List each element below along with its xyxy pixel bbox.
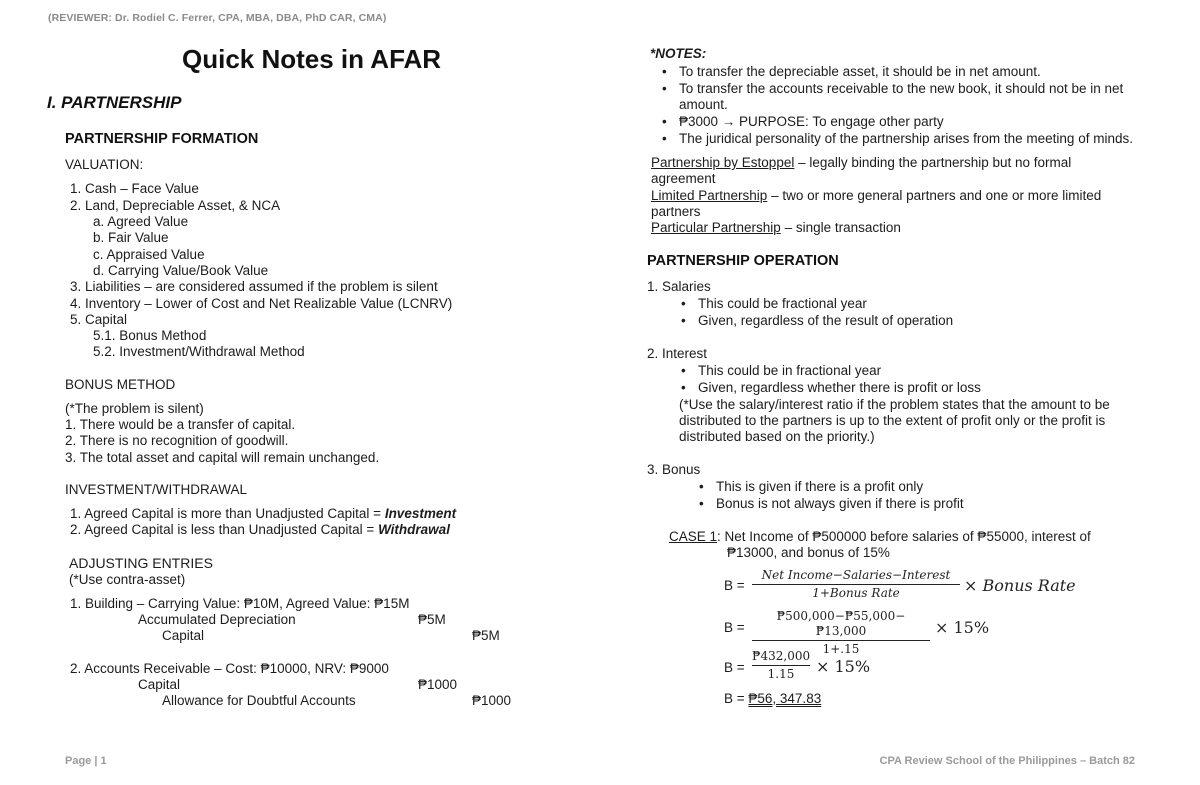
adjusting-entries-heading: ADJUSTING ENTRIES — [69, 555, 213, 571]
limited-term: Limited Partnership — [651, 188, 768, 203]
reviewer-header: (REVIEWER: Dr. Rodiel C. Ferrer, CPA, MBA, DBA, PhD CAR, CMA) — [48, 12, 387, 24]
interest-bullet: • This could be in fractional year — [698, 363, 881, 380]
limited-definition — [651, 188, 1101, 205]
bonus-method-line: 1. There would be a transfer of capital. — [65, 417, 296, 432]
particular-text: – single transaction — [780, 220, 901, 235]
interest-note: distributed to the partners is up to the extent of profit only or the profit is — [679, 413, 1106, 428]
footer-school: CPA Review School of the Philippines – Batch 82 — [879, 755, 1135, 767]
bonus-bullet: • Bonus is not always given if there is profit — [716, 496, 964, 513]
notes-bullet: • To transfer the accounts receivable to the new book, it should not be in net — [679, 81, 1123, 98]
formula-2-denominator: 1+.15 — [822, 642, 860, 656]
interest-item: 2. Interest — [647, 346, 708, 361]
adjusting-entries-note: (*Use contra-asset) — [69, 572, 186, 587]
estoppel-text: – legally binding the partnership but no formal — [794, 155, 1072, 170]
entry-2-credit-account: Allowance for Doubtful Accounts — [162, 693, 356, 708]
valuation-item: 3. Liabilities – are considered assumed if the problem is silent — [70, 279, 438, 294]
page-number: Page | 1 — [65, 755, 107, 767]
formula-3-tail: × 15% — [816, 657, 871, 676]
formula-2-numerator: ₱500,000−₱55,000−₱13,000 — [776, 609, 906, 638]
particular-definition — [651, 220, 901, 237]
case-1 — [669, 529, 1091, 546]
investment-term: Investment — [384, 506, 457, 521]
notes-bullet: • ₱3000 → PURPOSE: To engage other party — [679, 114, 944, 131]
withdrawal-rule-text: 2. Agreed Capital is less than Unadjusted Capital = — [70, 522, 379, 537]
bonus-result-value: ₱56, 347.83 — [748, 691, 822, 706]
withdrawal-term: Withdrawal — [378, 522, 450, 537]
formula-3-b-eq: B = — [724, 660, 745, 675]
bonus-item: 3. Bonus — [647, 462, 701, 477]
operation-heading: PARTNERSHIP OPERATION — [647, 253, 839, 269]
formula-3-denominator: 1.15 — [767, 667, 795, 681]
salaries-bullet: • Given, regardless of the result of operation — [698, 313, 953, 330]
bonus-method-line: 3. The total asset and capital will remain unchanged. — [65, 450, 380, 465]
entry-1-debit-account: Accumulated Depreciation — [138, 612, 296, 627]
notes-bullet: • The juridical personality of the partnership arises from the meeting of minds. — [679, 131, 1133, 148]
valuation-subitem: a. Agreed Value — [93, 214, 189, 229]
bonus-bullet: • This is given if there is a profit only — [716, 479, 923, 496]
entry-1-debit-amount: ₱5M — [418, 612, 446, 627]
estoppel-term: Partnership by Estoppel — [651, 155, 795, 170]
formula-3-numerator: ₱432,000 — [752, 649, 811, 663]
case-1-label: CASE 1 — [669, 529, 718, 544]
bonus-method-heading: BONUS METHOD — [65, 377, 176, 392]
valuation-item: 4. Inventory – Lower of Cost and Net Realizable Value (LCNRV) — [70, 296, 453, 311]
particular-term: Particular Partnership — [651, 220, 781, 235]
entry-1-title: 1. Building – Carrying Value: ₱10M, Agreed Value: ₱15M — [70, 596, 410, 611]
case-1-text: : Net Income of ₱500000 before salaries of ₱55000, interest of — [717, 529, 1091, 544]
section-heading: I. PARTNERSHIP — [47, 93, 182, 112]
investment-rule — [70, 506, 456, 523]
notes-bullet: • To transfer the depreciable asset, it should be in net amount. — [679, 64, 1041, 81]
valuation-subitem: c. Appraised Value — [93, 247, 205, 262]
formula-2-b-eq: B = — [724, 620, 745, 635]
estoppel-definition — [651, 155, 1071, 172]
estoppel-continuation: agreement — [651, 171, 716, 186]
investment-withdrawal-heading: INVESTMENT/WITHDRAWAL — [65, 482, 247, 497]
bonus-method-line: 2. There is no recognition of goodwill. — [65, 433, 289, 448]
bonus-method-line: (*The problem is silent) — [65, 401, 204, 416]
formula-1-denominator: 1+Bonus Rate — [812, 586, 900, 600]
valuation-item: 2. Land, Depreciable Asset, & NCA — [70, 198, 281, 213]
limited-text: – two or more general partners and one or more limited — [767, 188, 1102, 203]
interest-note: distributed based on the priority.) — [679, 429, 875, 444]
withdrawal-rule — [70, 522, 450, 539]
valuation-subitem: 5.1. Bonus Method — [93, 328, 207, 343]
interest-bullet: • Given, regardless whether there is profit or loss — [698, 380, 981, 397]
valuation-item: 1. Cash – Face Value — [70, 181, 199, 196]
entry-1-credit-amount: ₱5M — [472, 628, 500, 643]
entry-2-credit-amount: ₱1000 — [472, 693, 512, 708]
formula-2-tail: × 15% — [935, 618, 990, 637]
valuation-label: VALUATION: — [65, 157, 144, 172]
formation-heading: PARTNERSHIP FORMATION — [65, 131, 259, 147]
notes-bullet-continuation: amount. — [679, 97, 728, 112]
entry-2-title: 2. Accounts Receivable – Cost: ₱10000, NRV: ₱9000 — [70, 661, 389, 676]
case-1-continuation: ₱13000, and bonus of 15% — [727, 545, 890, 560]
salaries-item: 1. Salaries — [647, 279, 711, 294]
limited-continuation: partners — [651, 204, 701, 219]
formula-1-numerator: Net Income−Salaries−Interest — [761, 568, 951, 582]
valuation-item: 5. Capital — [70, 312, 128, 327]
entry-2-debit-amount: ₱1000 — [418, 677, 458, 692]
formula-3-fraction — [752, 649, 810, 682]
valuation-subitem: 5.2. Investment/Withdrawal Method — [93, 344, 305, 359]
bonus-result-prefix: B = — [724, 691, 749, 706]
formula-1-b-eq: B = — [724, 578, 745, 593]
formula-1-tail: × Bonus Rate — [964, 576, 1076, 595]
valuation-subitem: d. Carrying Value/Book Value — [93, 263, 269, 278]
entry-2-debit-account: Capital — [138, 677, 181, 692]
salaries-bullet: • This could be fractional year — [698, 296, 867, 313]
entry-1-credit-account: Capital — [162, 628, 205, 643]
interest-note: (*Use the salary/interest ratio if the problem states that the amount to be — [679, 397, 1110, 412]
document-title: Quick Notes in AFAR — [182, 44, 442, 74]
valuation-subitem: b. Fair Value — [93, 230, 169, 245]
bonus-result — [724, 691, 821, 708]
investment-rule-text: 1. Agreed Capital is more than Unadjusted Capital = — [70, 506, 385, 521]
notes-heading: *NOTES: — [650, 46, 707, 61]
formula-1-fraction — [752, 568, 960, 601]
